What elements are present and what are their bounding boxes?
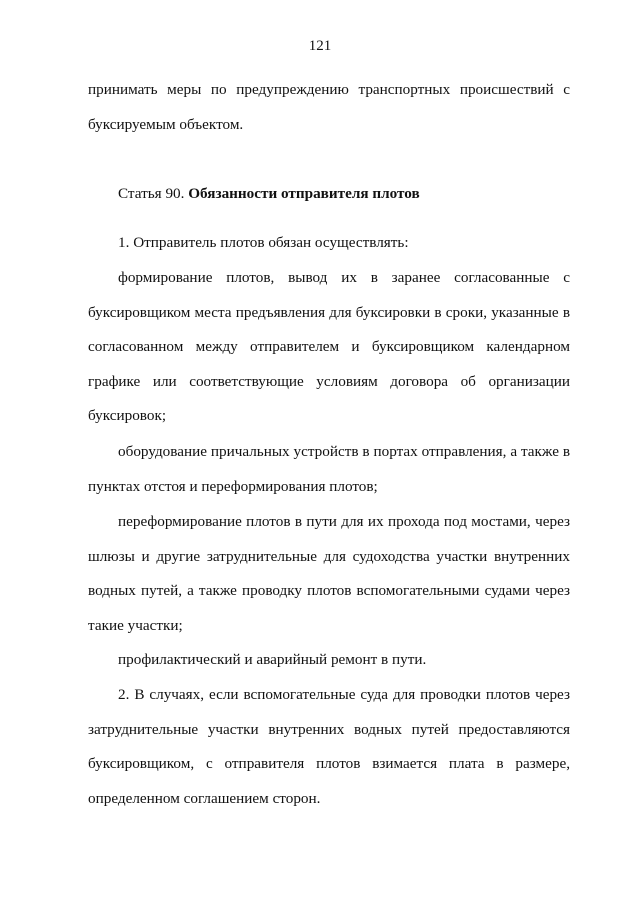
page-number: 121 <box>308 38 332 54</box>
article-prefix: Статья 90. <box>118 185 189 202</box>
paragraph-2: формирование плотов, вывод их в заранее согласованные с буксировщиком места предъявления для буксировки в сроки, указанные в согласованном между отправителем и буксировщиком календарном графике или соответствующие условиям договора об организации буксировок; <box>88 269 570 424</box>
paragraph-3: оборудование причальных устройств в портах отправления, а также в пунктах отстоя и переформирования плотов; <box>88 443 570 495</box>
paragraph-5: профилактический и аварийный ремонт в пути. <box>118 651 427 668</box>
paragraph-1: 1. Отправитель плотов обязан осуществлять: <box>118 234 409 251</box>
article-title: Обязанности отправителя плотов <box>188 185 420 202</box>
intro-paragraph: принимать меры по предупреждению транспортных происшествий с буксируемым объектом. <box>88 81 570 133</box>
paragraph-4: переформирование плотов в пути для их прохода под мостами, через шлюзы и другие затруднительные для судоходства участки внутренних водных путей, а также проводку плотов вспомогательными судами через такие участки; <box>88 513 570 634</box>
article-heading <box>118 179 420 209</box>
paragraph-6: 2. В случаях, если вспомогательные суда для проводки плотов через затруднительные участки внутренних водных путей предоставляются буксировщиком, с отправителя плотов взимается плата в размере, определенном соглашением сторон. <box>88 686 570 807</box>
